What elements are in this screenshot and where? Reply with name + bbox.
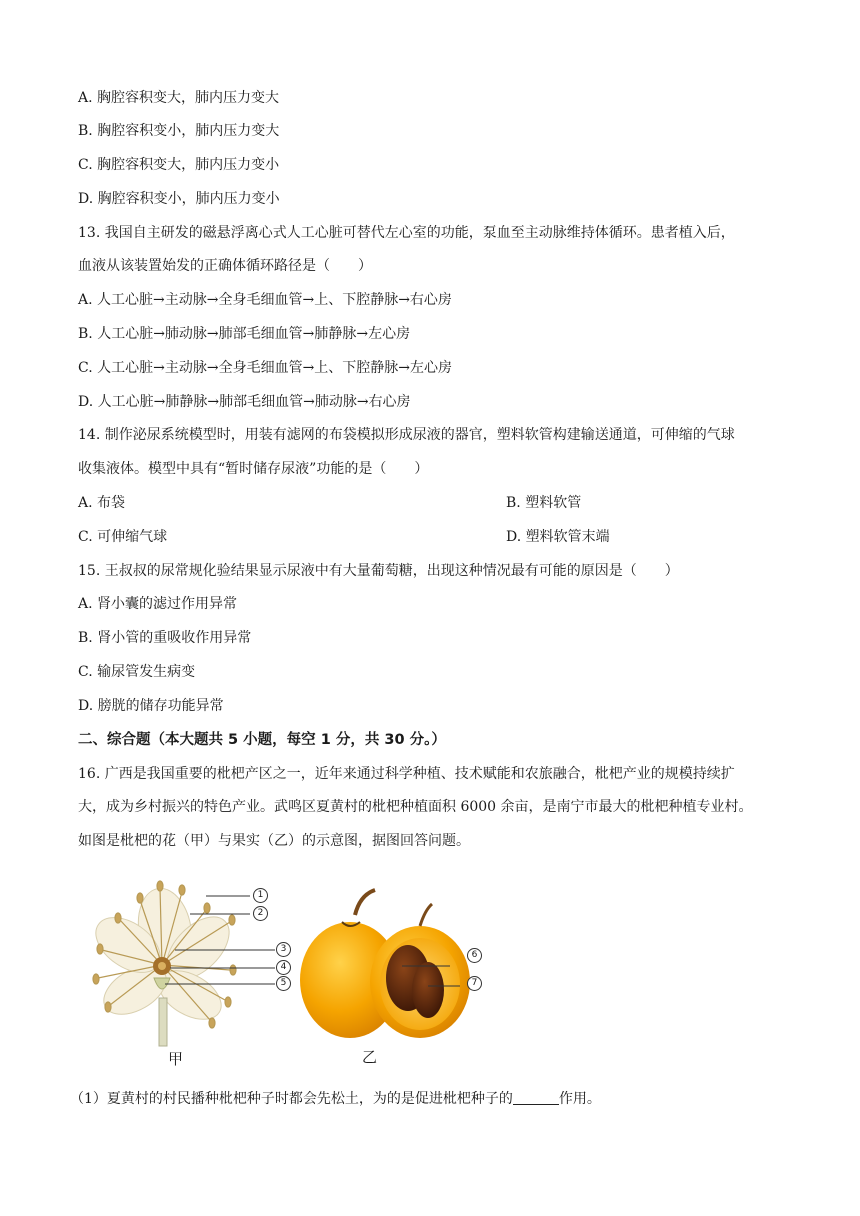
q14-stem-line2: 收集液体。模型中具有“暂时储存尿液”功能的是（ ） [78,461,429,477]
q15-option-d: D. 膀胱的储存功能异常 [78,698,224,714]
loquat-figure [80,860,500,1072]
q13-option-c: C. 人工心脏→主动脉→全身毛细血管→上、下腔静脉→左心房 [78,360,453,376]
q16-sub1 [70,1089,601,1109]
flower-label: 甲 [168,1050,184,1068]
q15-option-b: B. 肾小管的重吸收作用异常 [78,630,252,646]
fruit-stalk [355,890,375,915]
q16-stem-line2: 大，成为乡村振兴的特色产业。武鸣区夏黄村的枇杷种植面积 6000 余亩，是南宁市最大的枇杷种植专业村。 [78,799,753,815]
marker-1: 1 [253,888,268,903]
q13-option-b: B. 人工心脏→肺动脉→肺部毛细血管→肺静脉→左心房 [78,326,411,342]
q16-stem-line1: 16. 广西是我国重要的枇杷产区之一，近年来通过科学种植、技术赋能和农旅融合，枇杷产业的规模持续扩 [78,766,735,782]
marker-2: 2 [253,906,268,921]
q14-option-row1 [78,493,582,513]
q15-option-a: A. 肾小囊的滤过作用异常 [78,596,238,612]
q12-option-a: A. 胸腔容积变大，肺内压力变大 [78,90,280,106]
q14-stem-line1: 14. 制作泌尿系统模型时，用装有滤网的布袋模拟形成尿液的器官，塑料软管构建输送通道，可伸缩的气球 [78,427,735,443]
q13-option-a: A. 人工心脏→主动脉→全身毛细血管→上、下腔静脉→右心房 [78,292,452,308]
marker-6: 6 [467,948,482,963]
q14-option-row2 [78,527,610,547]
q13-option-d: D. 人工心脏→肺静脉→肺部毛细血管→肺动脉→右心房 [78,394,411,410]
q13-stem-line2: 血液从该装置始发的正确体循环路径是（ ） [78,258,372,274]
q14-option-a: A. 布袋 [78,495,126,511]
q16-stem-line3: 如图是枇杷的花（甲）与果实（乙）的示意图，据图回答问题。 [78,833,470,849]
fruit-label: 乙 [362,1048,378,1066]
marker-4: 4 [276,960,291,975]
q14-option-c: C. 可伸缩气球 [78,529,168,545]
q15-option-c: C. 输尿管发生病变 [78,664,196,680]
q12-option-d: D. 胸腔容积变小，肺内压力变小 [78,191,280,207]
q14-option-d: D. 塑料软管末端 [506,529,610,545]
q14-option-b: B. 塑料软管 [506,495,582,511]
fruit-seed-2 [412,962,444,1018]
marker-3: 3 [276,942,291,957]
q13-stem-line1: 13. 我国自主研发的磁悬浮离心式人工心脏可替代左心室的功能，泵血至主动脉维持体循环。患者植入后， [78,225,735,241]
q16-sub1-pre: （1）夏黄村的村民播种枇杷种子时都会先松土，为的是促进枇杷种子的 [70,1091,513,1107]
q15-stem: 15. 王叔叔的尿常规化验结果显示尿液中有大量葡萄糖，出现这种情况最有可能的原因是（ ） [78,563,679,579]
q16-sub1-post: 作用。 [558,1091,601,1107]
marker-7: 7 [467,976,482,991]
q12-option-c: C. 胸腔容积变大，肺内压力变小 [78,157,280,173]
marker-5: 5 [276,976,291,991]
q12-option-b: B. 胸腔容积变小，肺内压力变大 [78,123,280,139]
answer-blank[interactable] [513,1090,559,1105]
flower-stem [159,998,167,1046]
section-heading: 二、综合题（本大题共 5 小题，每空 1 分，共 30 分。） [78,732,446,748]
